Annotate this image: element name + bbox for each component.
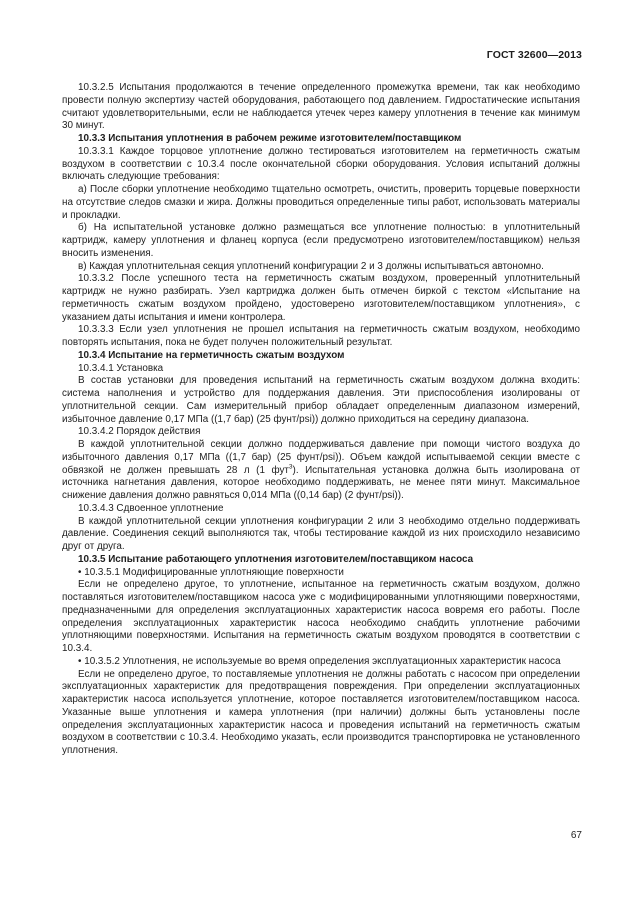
document-body: [62, 82, 580, 758]
paragraph-procedure: [62, 439, 580, 503]
section-heading-10-3-5: 10.3.5 Испытание работающего уплотнения изготовителем/поставщиком насоса: [78, 553, 474, 565]
superscript-3: 3: [288, 463, 293, 471]
subheading-10-3-4-2: 10.3.4.2 Порядок действия: [78, 426, 201, 438]
procedure-text-start: В каждой уплотнительной секции должно поддерживаться давление при помощи чистого воздуха до избыточного давления 0,17 МПа ((1,7 бар) (25 фунт/psi)). Объем каждой испытываемой секции вместе с обвязкой не должен превышать 28 л (1 фут: [62, 439, 580, 476]
section-heading-10-3-3: 10.3.3 Испытания уплотнения в рабочем режиме изготовителем/поставщиком: [78, 133, 462, 144]
subheading-10-3-5-1: • 10.3.5.1 Модифицированные уплотняющие поверхности: [78, 566, 344, 578]
list-item-b: б) На испытательной установке должно размещаться все уплотнение полностью: в уплотнительный картридж, камеру уплотнения и фланец корпуса (если предусмотрено изготовителем/поставщиком) нельзя вносить изменения.: [62, 222, 580, 259]
procedure-text-end: ). Испытательная установка должна быть изолирована от источника нагнетания давления, которое необходимо поддерживать, не менее пяти минут. Максимальное снижение давления должно равняться 0,014 МПа ((0,14 бар) (2 фунт/psi)).: [62, 464, 581, 501]
standard-header: ГОСТ 32600—2013: [486, 49, 582, 61]
page-number: 67: [570, 830, 582, 841]
paragraph-10-3-2-5: 10.3.2.5 Испытания продолжаются в течение определенного промежутка времени, так как необходимо провести полную экспертизу частей оборудования, работающего под давлением. Гидростатические испытания считают удовлетворительными, если не наблюдается утечек через камеру уплотнения в течение как минимум 30 минут.: [62, 82, 580, 132]
subheading-10-3-5-2: • 10.3.5.2 Уплотнения, не используемые во время определения эксплуатационных характеристик насоса: [78, 655, 561, 667]
paragraph-10-3-3-3: 10.3.3.3 Если узел уплотнения не прошел испытания на герметичность сжатым воздухом, необходимо повторять испытания, пока не будет получен положительный результат.: [62, 324, 580, 348]
paragraph-modified-faces: Если не определено другое, то уплотнение, испытанное на герметичность сжатым воздухом, должно поставляться изготовителем/поставщиком насоса уже с модифицированными уплотняющими поверхностями, предназначенными для определения эксплуатационных характеристик насоса вовремя его работы. После определения эксплуатационных характеристик насоса необходимо снабдить уплотнение рабочими уплотняющими поверхностями. Испытания на герметичность сжатым воздухом проводятся в соответствии с 10.3.4.: [62, 579, 580, 654]
subheading-10-3-4-1: 10.3.4.1 Установка: [78, 362, 164, 374]
paragraph-10-3-3-1: 10.3.3.1 Каждое торцовое уплотнение должно тестироваться изготовителем на герметичность сжатым воздухом в соответствии с 10.3.4 после окончательной сборки оборудования. Условия испытаний должны включать следующие требования:: [62, 145, 580, 183]
paragraph-setup: В состав установки для проведения испытаний на герметичность сжатым воздухом должна входить: система наполнения и устройство для поддержания давления. Эти приспособления изолированы от уплотнительной секции. Сам измерительный прибор обладает определенным диапазоном измерений, избыточное давление 0,17 МПа ((1,7 бар) (25 фунт/psi)) должно приходиться на середину диапазона.: [62, 375, 580, 425]
list-item-a: а) После сборки уплотнение необходимо тщательно осмотреть, очистить, проверить торцевые поверхности на отсутствие следов смазки и жира. Должны проводиться определенные типы работ, использовать материалы и прокладки.: [62, 184, 580, 221]
section-heading-10-3-4: 10.3.4 Испытание на герметичность сжатым воздухом: [78, 349, 345, 361]
subheading-10-3-4-3: 10.3.4.3 Сдвоенное уплотнение: [78, 502, 224, 514]
list-item-v: в) Каждая уплотнительная секция уплотнений конфигурации 2 и 3 должны испытываться автономно.: [78, 260, 544, 272]
paragraph-unused-seals: Если не определено другое, то поставляемые уплотнения не должны работать с насосом при определении эксплуатационных характеристик для предотвращения повреждения. При определении эксплуатационных характеристик насоса используется уплотнение, которое поставляется изготовителем/поставщиком насоса. Указанные выше уплотнения и камера уплотнения (при наличии) должны быть установлены после определения эксплуатационных характеристик насоса и проведения испытаний на герметичность сжатым воздухом в соответствии с 10.3.4. Необходимо указать, если производится транспортировка не установленного уплотнения.: [62, 668, 580, 756]
paragraph-10-3-3-2: 10.3.3.2 После успешного теста на герметичность сжатым воздухом, проверенный уплотнительный картридж не нужно разбирать. Узел картриджа должен быть отмечен биркой с текстом «Испытание на герметичность сжатым воздухом пройдено, удостоверено изготовителем/поставщиком уплотнения», с указанием даты испытания и имени контролера.: [62, 273, 580, 323]
paragraph-dual-seal: В каждой уплотнительной секции уплотнения конфигурации 2 или 3 необходимо отдельно поддерживать давление. Соединения секций выполняются так, чтобы тестирование каждой из них происходило независимо друг от друга.: [62, 515, 580, 552]
